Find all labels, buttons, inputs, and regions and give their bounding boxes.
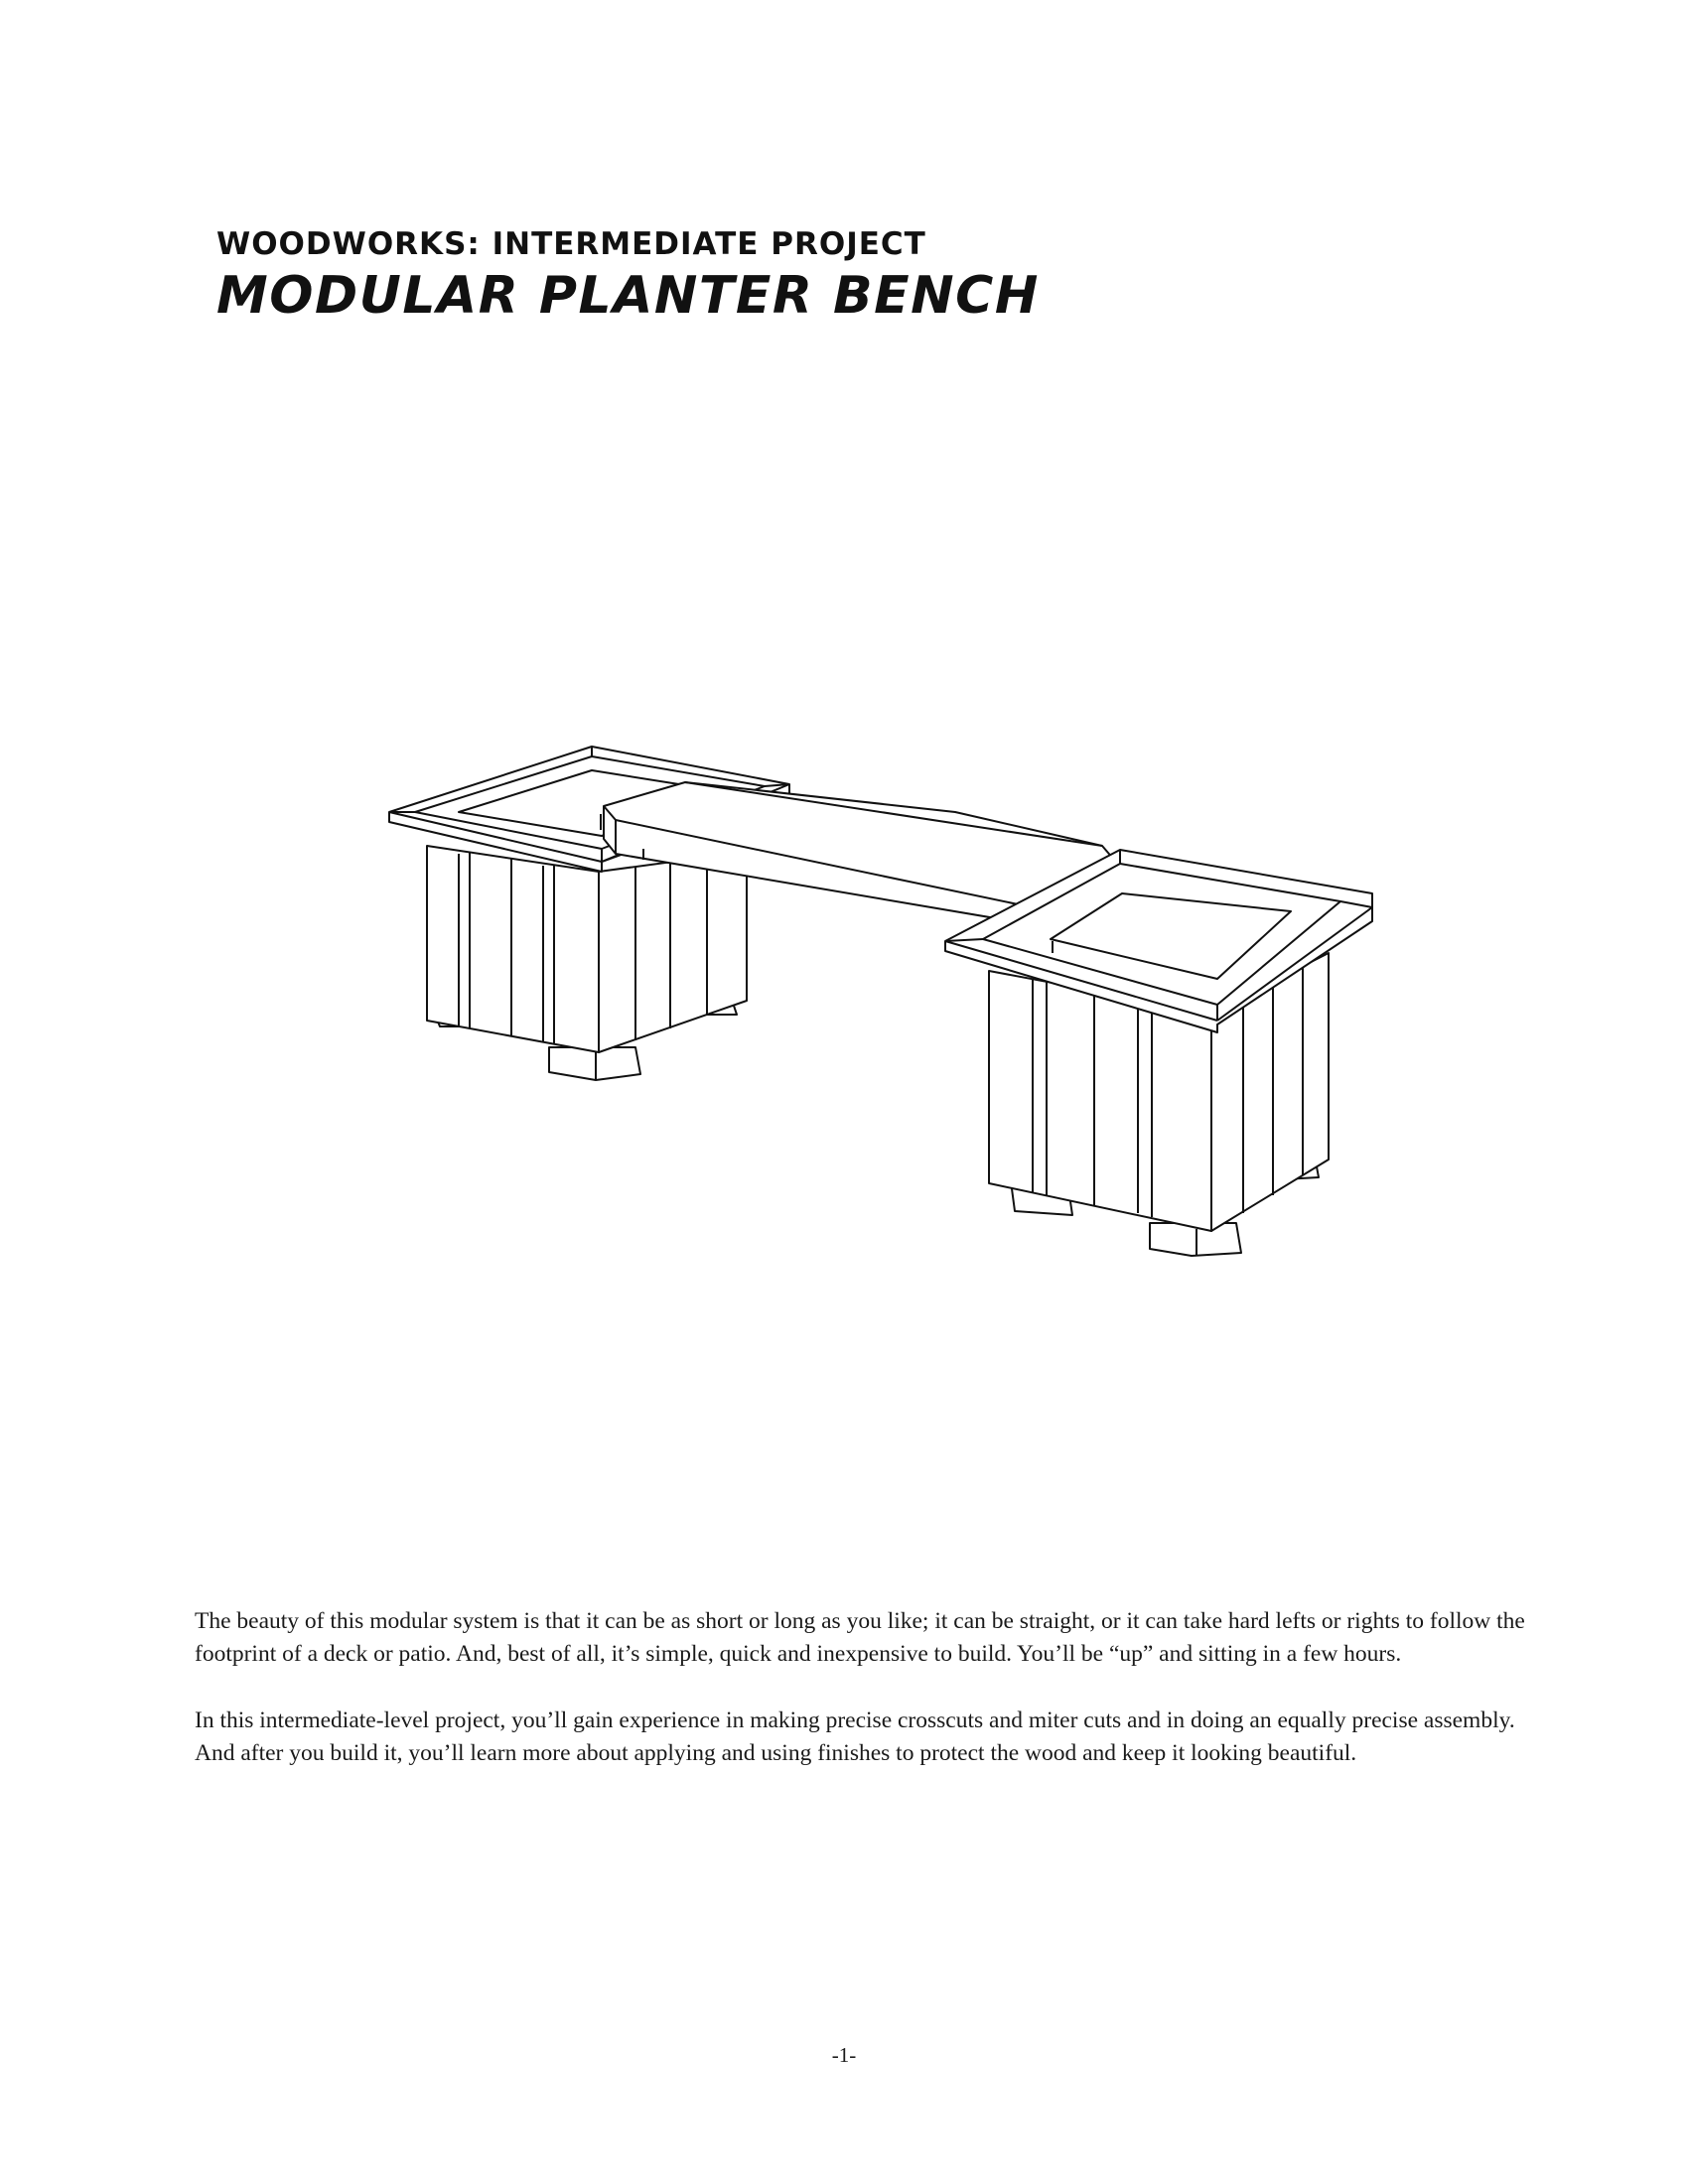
- section-kicker: WOODWORKS: INTERMEDIATE PROJECT: [216, 226, 926, 262]
- intro-text: [195, 1605, 1525, 1804]
- page-number: -1-: [831, 2043, 857, 2067]
- intro-paragraph: In this intermediate-level project, you’ll gain experience in making precise crosscuts and miter cuts and in doing an equally precise assembly. And after you build it, you’ll learn more about applying and using finishes to protect the wood and keep it looking beautiful.: [195, 1707, 1515, 1766]
- planter-bench-illustration: [377, 735, 1390, 1291]
- intro-paragraph: The beauty of this modular system is that it can be as short or long as you like; it can be straight, or it can take hard lefts or rights to follow the footprint of a deck or patio. And, best of all, it’s simple, quick and inexpensive to build. You’ll be “up” and sitting in a few hours.: [195, 1608, 1525, 1667]
- page-title: MODULAR PLANTER BENCH: [216, 266, 1040, 326]
- left-planter-body: [427, 846, 747, 1052]
